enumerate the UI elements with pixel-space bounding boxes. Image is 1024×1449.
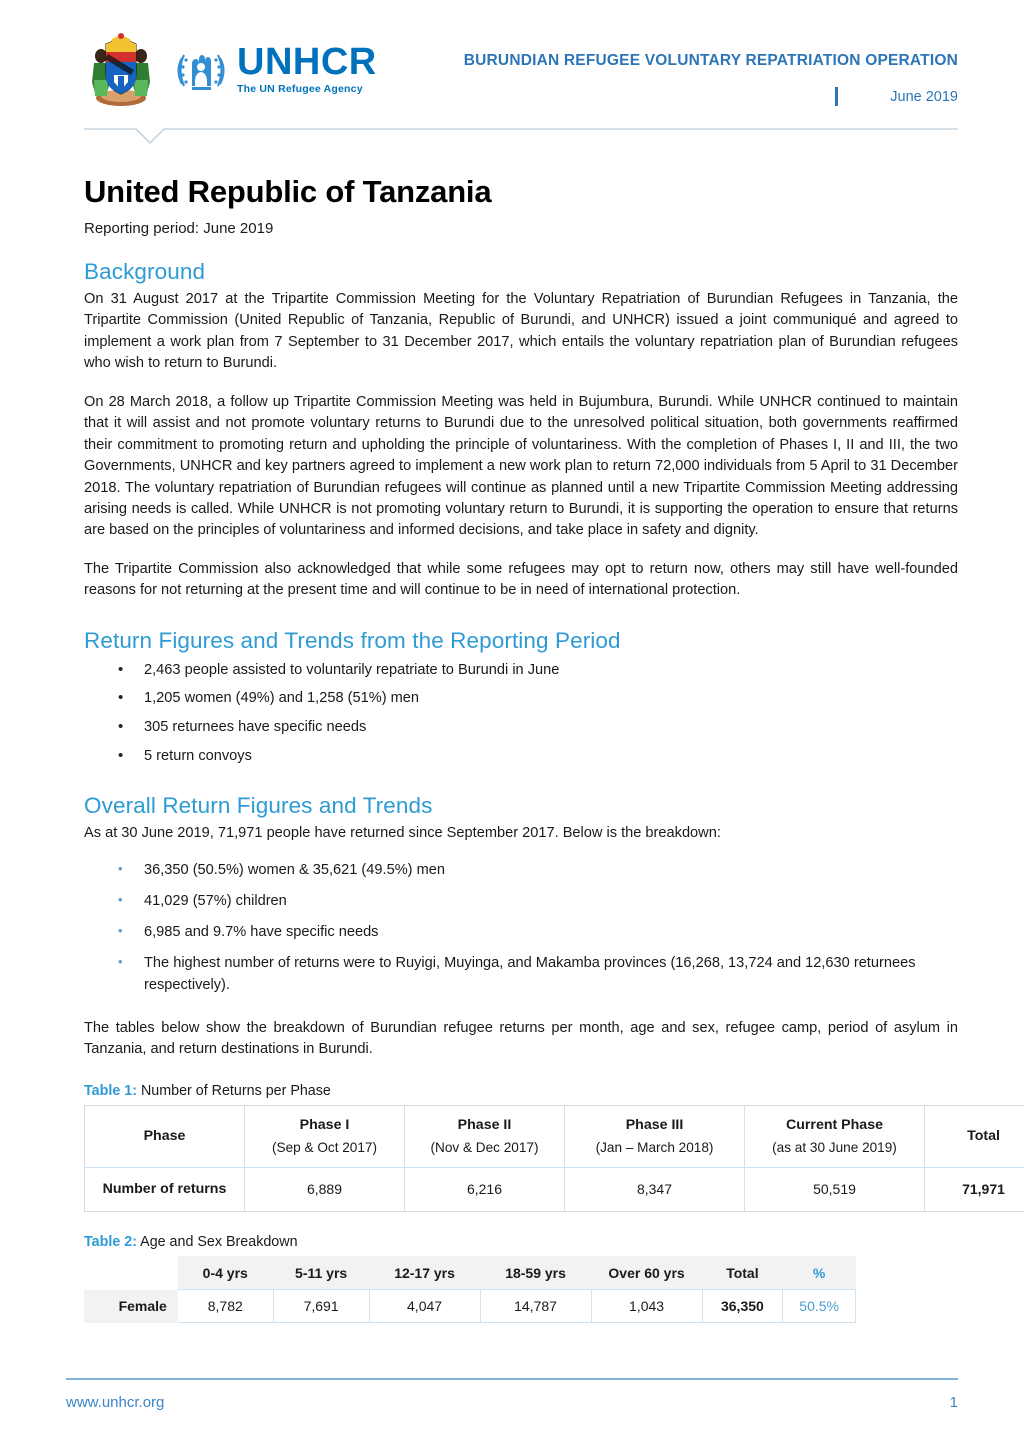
- divider-notch-icon: [84, 124, 958, 146]
- page-number: 1: [949, 1394, 958, 1411]
- overall-lead-text: As at 30 June 2019, 71,971 people have returned since September 2017. Below is the breakdown:: [84, 824, 721, 841]
- table2-corner-cell: [85, 1256, 178, 1289]
- table-header-row: [85, 1105, 1024, 1167]
- document-content: [0, 174, 1024, 1323]
- header-main: Phase I: [299, 1117, 350, 1134]
- table1-header-cell: [85, 1105, 245, 1167]
- list-item: • 36,350 (50.5%) women & 35,621 (49.5%) men: [114, 860, 958, 881]
- tanzania-coat-of-arms-icon: [84, 30, 158, 108]
- footer-website-link[interactable]: www.unhcr.org: [66, 1394, 165, 1411]
- operation-title: BURUNDIAN REFUGEE VOLUNTARY REPATRIATION OPERATION: [463, 52, 958, 69]
- header-date: June 2019: [890, 88, 958, 105]
- overall-trends-list: [84, 860, 958, 996]
- table2-caption: [84, 1234, 958, 1250]
- table-row: [85, 1289, 856, 1322]
- table2-header-cell: 0-4 yrs: [177, 1256, 273, 1289]
- table2-header-cell: Over 60 yrs: [591, 1256, 702, 1289]
- table1-header-cell: [405, 1105, 565, 1167]
- reporting-trends-list: [84, 660, 958, 767]
- header-main: Current Phase: [786, 1117, 883, 1134]
- header-divider: [84, 124, 958, 146]
- table2-label: Table 2:: [84, 1233, 137, 1250]
- list-item: • 41,029 (57%) children: [114, 891, 958, 912]
- table2-header-cell: Total: [702, 1256, 783, 1289]
- table2-value-cell: 8,782: [177, 1289, 273, 1322]
- table1-row-label: Number of returns: [85, 1167, 245, 1211]
- table1-header-cell: [745, 1105, 925, 1167]
- reporting-period: Reporting period: June 2019: [84, 220, 274, 237]
- table2-value-cell: 1,043: [591, 1289, 702, 1322]
- list-item: • The highest number of returns were to Ruyigi, Muyinga, and Makamba provinces (16,268, 13,724 and 12,630 returnees respectively).: [114, 953, 958, 995]
- table2-total-cell: 36,350: [702, 1289, 783, 1322]
- footer-row: [66, 1394, 958, 1411]
- header-sub: (Jan – March 2018): [595, 1140, 714, 1156]
- table2-caption-text: Age and Sex Breakdown: [136, 1233, 298, 1250]
- header-main: Phase II: [457, 1117, 512, 1134]
- table2-header-cell: 18-59 yrs: [480, 1256, 591, 1289]
- list-item: • 305 returnees have specific needs: [114, 717, 958, 738]
- list-item: • 5 return convoys: [114, 746, 958, 767]
- section-heading-return-figures: Return Figures and Trends from the Reporting Period: [84, 627, 621, 653]
- section-heading-background: Background: [84, 259, 206, 284]
- header-date-row: [377, 87, 958, 106]
- unhcr-name: UNHCR: [237, 41, 377, 84]
- tables-intro-text: The tables below show the breakdown of Burundian refugee returns per month, age and sex, refugee camp, period of asylum in Tanzania, and return destinations in Burundi.: [84, 1019, 958, 1058]
- table1-header-cell: [245, 1105, 405, 1167]
- header-sub: (Sep & Oct 2017): [271, 1140, 378, 1156]
- table2-header-cell: 12-17 yrs: [369, 1256, 480, 1289]
- table1-value-cell: 6,889: [245, 1167, 405, 1211]
- table-row: [85, 1167, 1024, 1211]
- table1-label: Table 1:: [84, 1082, 137, 1099]
- table1-caption: [84, 1083, 958, 1099]
- table2-value-cell: 14,787: [480, 1289, 591, 1322]
- list-item: • 6,985 and 9.7% have specific needs: [114, 922, 958, 943]
- table1-caption-text: Number of Returns per Phase: [136, 1082, 331, 1099]
- table2-header-cell-percent: %: [783, 1256, 856, 1289]
- table2-row-label: Female: [85, 1289, 178, 1322]
- table2-value-cell: 4,047: [369, 1289, 480, 1322]
- page-header: [0, 0, 1024, 112]
- table-header-row: [85, 1256, 856, 1289]
- header-sub: (Nov & Dec 2017): [430, 1140, 539, 1156]
- header-main: Phase: [143, 1128, 186, 1145]
- list-item: • 2,463 people assisted to voluntarily repatriate to Burundi in June: [114, 660, 958, 681]
- age-sex-breakdown-table: [84, 1256, 856, 1323]
- header-text-block: [377, 30, 958, 106]
- background-paragraph-2: On 28 March 2018, a follow up Tripartite Commission Meeting was held in Bujumbura, Burundi. While UNHCR continued to maintain that it will assist and not promote voluntary returns to Burundi due to the unresolved political situation, both governments reaffirmed their commitment to promoting return and upholding the principle of voluntariness. With the completion of Phases I, II and III, the two Governments, UNHCR and key partners agreed to implement a new work plan to return 72,000 individuals from 5 April to 31 December 2018. The voluntary repatriation of Burundian refugees will continue as planned until a new Tripartite Commission Meeting addressing arising needs is called. While UNHCR is not promoting voluntary return to Burundi, it is supporting the operation to ensure that returns are based on the principles of voluntariness and informed decisions, and take place in safety and dignity.: [84, 393, 958, 539]
- page-title: United Republic of Tanzania: [84, 174, 492, 209]
- header-sub: (as at 30 June 2019): [772, 1140, 897, 1156]
- table1-header-cell: [565, 1105, 745, 1167]
- background-paragraph-1: On 31 August 2017 at the Tripartite Commission Meeting for the Voluntary Repatriation of Burundian Refugees in Tanzania, the Tripartite Commission (United Republic of Tanzania, Republic of Burundi, and UNHCR) issued a joint communiqué and agreed to implement a work plan from 7 September to 31 December 2017, which entails the voluntary repatriation plan of Burundian refugees who wish to return to Burundi.: [84, 291, 958, 372]
- footer-divider: [66, 1378, 958, 1380]
- header-main: Phase III: [625, 1117, 684, 1134]
- table1-value-cell: 6,216: [405, 1167, 565, 1211]
- section-heading-overall-figures: Overall Return Figures and Trends: [84, 792, 433, 818]
- logo-group: [84, 30, 377, 108]
- table1-total-cell: 71,971: [925, 1167, 1024, 1211]
- unhcr-logo: [172, 40, 377, 98]
- unhcr-tagline: The UN Refugee Agency: [237, 83, 363, 96]
- table2-percent-cell: 50.5%: [783, 1289, 856, 1322]
- returns-per-phase-table: [84, 1105, 1024, 1212]
- list-item: • 1,205 women (49%) and 1,258 (51%) men: [114, 688, 958, 709]
- date-separator-bar: [835, 87, 838, 106]
- table1-value-cell: 8,347: [565, 1167, 745, 1211]
- page-footer: [0, 1378, 1024, 1411]
- header-main: Total: [967, 1128, 1000, 1145]
- background-paragraph-3: The Tripartite Commission also acknowledged that while some refugees may opt to return now, others may still have well-founded reasons for not returning at the present time and will continue to be in need of international protection.: [84, 560, 958, 599]
- table1-value-cell: 50,519: [745, 1167, 925, 1211]
- table2-value-cell: 7,691: [273, 1289, 369, 1322]
- table2-header-cell: 5-11 yrs: [273, 1256, 369, 1289]
- unhcr-emblem-icon: [172, 40, 230, 98]
- table1-header-cell: [925, 1105, 1024, 1167]
